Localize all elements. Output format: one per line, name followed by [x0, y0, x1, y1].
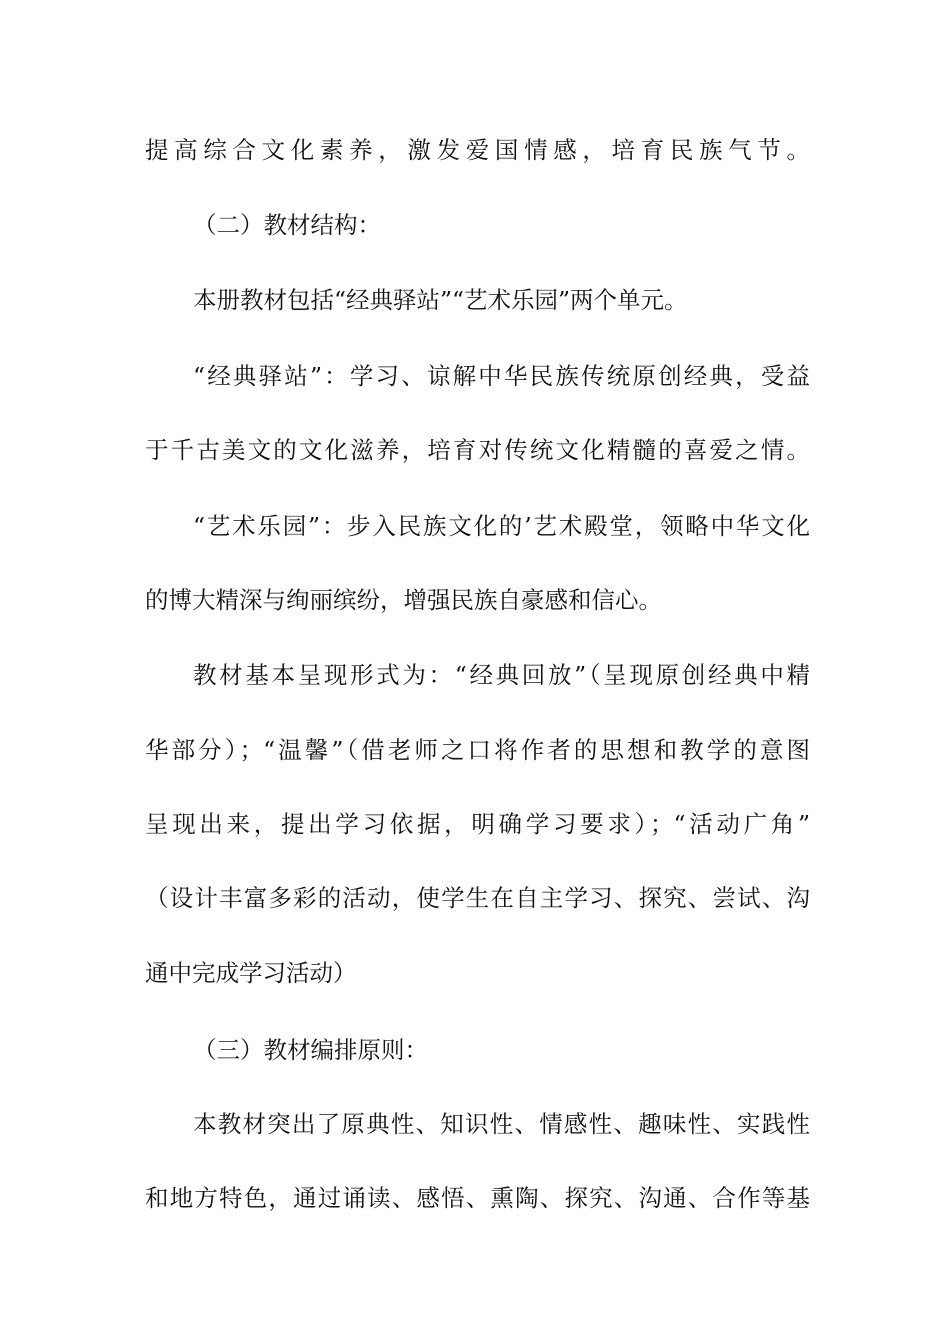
- paragraph-line-6: “艺术乐园”：步入民族文化的’艺术殿堂，领略中华文化: [193, 512, 810, 540]
- paragraph-line-4: “经典驿站”：学习、谅解中华民族传统原创经典，受益: [193, 362, 810, 390]
- section-heading-principles: （三）教材编排原则：: [193, 1036, 428, 1064]
- paragraph-line-12: 通中完成学习活动）: [145, 959, 357, 987]
- paragraph-line-9: 华部分）；“温馨”（借老师之口将作者的思想和教学的意图: [145, 736, 810, 764]
- paragraph-line-8: 教材基本呈现形式为：“经典回放”（呈现原创经典中精: [193, 661, 810, 689]
- paragraph-line-1: 提高综合文化素养，激发爱国情感，培育民族气节。: [145, 136, 810, 164]
- paragraph-line-11: （设计丰富多彩的活动，使学生在自主学习、探究、尝试、沟: [145, 884, 810, 912]
- paragraph-line-5: 于千古美文的文化滋养，培育对传统文化精髓的喜爱之情。: [145, 436, 810, 464]
- paragraph-line-15: 和地方特色，通过诵读、感悟、熏陶、探究、沟通、合作等基: [145, 1184, 810, 1212]
- paragraph-line-7: 的博大精深与绚丽缤纷，增强民族自豪感和信心。: [145, 586, 662, 614]
- paragraph-line-10: 呈现出来，提出学习依据，明确学习要求）；“活动广角”: [145, 810, 810, 838]
- paragraph-line-14: 本教材突出了原典性、知识性、情感性、趣味性、实践性: [193, 1110, 810, 1138]
- section-heading-structure: （二）教材结构：: [193, 211, 381, 239]
- paragraph-line-3: 本册教材包括“经典驿站”“艺术乐园”两个单元。: [193, 286, 688, 314]
